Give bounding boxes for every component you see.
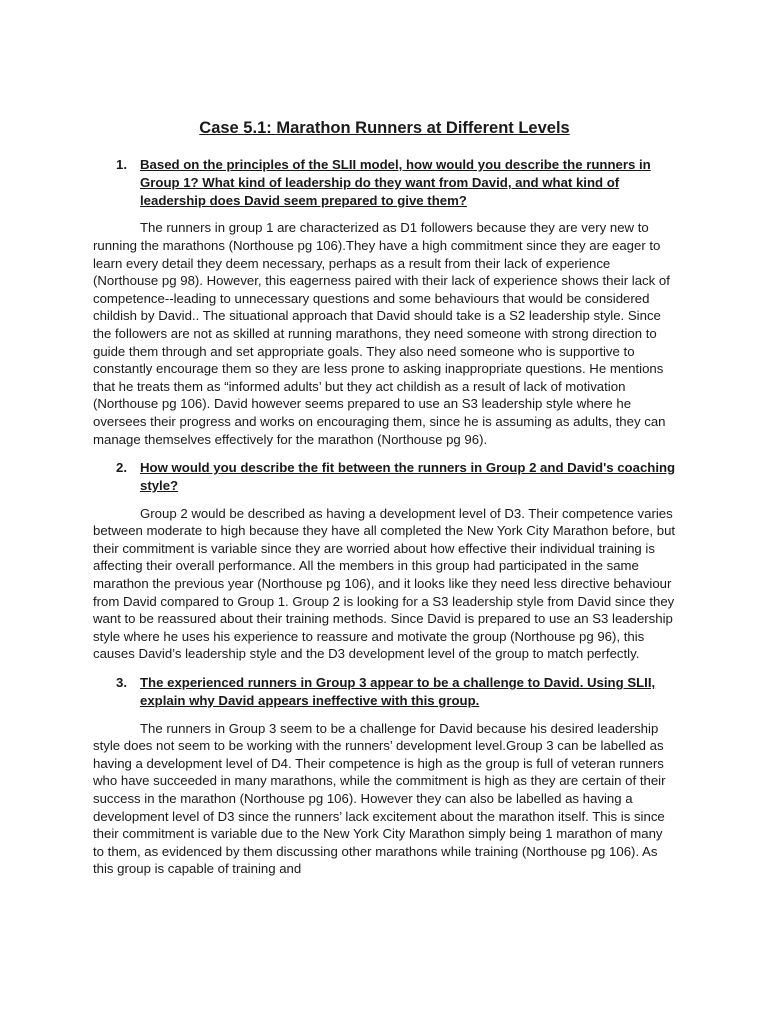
question-1 (93, 156, 676, 209)
question-number: 2. (116, 460, 127, 476)
answer-2: Group 2 would be described as having a development level of D3. Their competence varies between moderate to high because they have all completed the New York City Marathon before, but their commitment is variable since they are worried about how effective their individual training is affecting their overall performance. All the members in this group had participated in the same marathon the previous year (Northouse pg 106), and it looks like they need less directive behaviour from David compared to Group 1. Group 2 is looking for a S3 leadership style from David since they want to be reassured about their training methods. Since David is prepared to use an S3 leadership style where he uses his experience to reassure and motivate the group (Northouse pg 96), this causes David’s leadership style and the D3 development level of the group to match perfectly. (93, 505, 676, 662)
question-text: Based on the principles of the SLII model, how would you describe the runners in Group 1? What kind of leadership do they want from David, and what kind of leadership does David seem prepared to give them? (140, 157, 651, 208)
answer-1: The runners in group 1 are characterized as D1 followers because they are very new to running the marathons (Northouse pg 106).They have a high commitment since they are eager to learn every detail they deem necessary, perhaps as a result from their lack of experience (Northouse pg 98). However, this eagerness paired with their lack of experience shows their lack of competence--leading to unnecessary questions and some behaviours that would be considered childish by David.. The situational approach that David should take is a S2 leadership style. Since the followers are not as skilled at running marathons, they need someone with strong direction to guide them through and set appropriate goals. They also need someone who is supportive to constantly encourage them so they are less prone to asking inappropriate questions. He mentions that he treats them as “informed adults’ but they act childish as a result of lack of motivation (Northouse pg 106). David however seems prepared to use an S3 leadership style where he oversees their progress and works on encouraging them, since he is assuming as adults, they can manage themselves effectively for the marathon (Northouse pg 96). (93, 220, 670, 447)
question-number: 1. (116, 157, 127, 172)
question-3 (93, 674, 676, 710)
page-title: Case 5.1: Marathon Runners at Different Levels (199, 119, 570, 137)
answer-3: The runners in Group 3 seem to be a challenge for David because his desired leadership style does not seem to be working with the runners’ development level.Group 3 can be labelled as having a development level of D4. Their competence is high as the group is full of veteran runners who have succeeded in many marathons, while the commitment is high as they are certain of their success in the marathon (Northouse pg 106). However they can also be labelled as having a development level of D3 since the runners’ lack excitement about the marathon itself. This is since their commitment is variable due to the New York City Marathon simply being 1 marathon of many to them, as evidenced by them discussing other marathons while training (Northouse pg 106). As this group is capable of training and (93, 720, 666, 877)
question-number: 3. (116, 675, 127, 691)
question-text: How would you describe the fit between the runners in Group 2 and David's coaching style? (140, 460, 676, 493)
question-2 (93, 459, 676, 495)
question-text: The experienced runners in Group 3 appear to be a challenge to David. Using SLII, explain why David appears ineffective with this group. (140, 675, 656, 708)
